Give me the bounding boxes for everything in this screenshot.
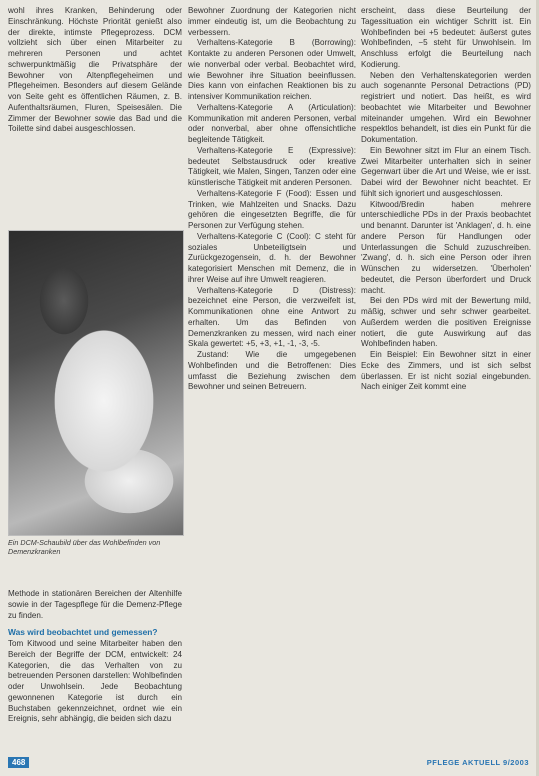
paragraph: Verhaltens-Kategorie C (Cool): C steht für soziales Unbeteiligtsein und Zurückgezogensein, d. h. der Bewohner kategorisiert Menschen mit Demenz, die in ihrer Weise auf ihre Umwelt reagieren.: [188, 231, 356, 284]
paragraph: Verhaltens-Kategorie A (Articulation): Kommunikation mit anderen Personen, verbal oder nonverbal, aber ohne offensichtliche begleitende Tätigkeit.: [188, 102, 356, 144]
magazine-footer: PFLEGE AKTUELL 9/2003: [426, 758, 529, 767]
paragraph: Verhaltens-Kategorie D (Distress): bezeichnet eine Person, die verzweifelt ist, Kommunikationen ohne eine Antwort zu erhalten. Um das Befinden von Demenzkranken zu messen, wird nach einer Skala gewertet: +5, +3, +1, -1, -3, -5.: [188, 285, 356, 349]
paragraph: Ein Beispiel: Ein Bewohner sitzt in einer Ecke des Zimmers, und ist sich selbst überlassen. Er ist nicht sozial eingebunden. Nach einiger Zeit kommt eine: [361, 350, 531, 392]
paragraph: Verhaltens-Kategorie E (Expressive): bedeutet Selbstausdruck oder kreative Tätigkeit, wie Malen, Singen, Tanzen oder eine künstlerische Tätigkeit mit anderen Personen.: [188, 145, 356, 187]
paragraph: Verhaltens-Kategorie B (Borrowing): Kontakte zu anderen Personen oder Umwelt, wie nonverbal oder verbal. Beobachtet wird, wie Bewohner ihre Situation beeinflussen. Dies kann von einfachen Reaktionen bis zu intensiver Kommunikation reichen.: [188, 38, 356, 101]
photo-caption: Ein DCM-Schaubild über das Wohlbefinden von Demenzkranken: [8, 538, 161, 556]
paragraph: Tom Kitwood und seine Mitarbeiter haben den Bereich der Begriffe der DCM, entwickelt: 24 Kategorien, die das Verhalten von zu betreuenden Personen darstellen: Wohlbefinden oder Unwohlsein. Jede Beobachtung gewonnenen Kategorie ist durch ein Buchstaben gekennzeichnet, ordnet wie ein Ereignis, sehr abhängig, die beiden sich dazu: [8, 639, 182, 724]
paragraph: Kitwood/Bredin haben mehrere unterschiedliche PDs in der Praxis beobachtet und benannt. Darunter ist 'Anklagen', d. h. eine andere Person für Handlungen oder Unterlassungen die Schuld zuzuschreiben. 'Zwang', d. h. sich eine Person oder ihren Wünschen zu widersetzen. 'Überholen' bedeutet, die Person überfordert und Druck macht.: [361, 199, 531, 295]
paragraph: Bewohner Zuordnung der Kategorien nicht immer eindeutig ist, um die Beobachtung zu verbessern.: [188, 6, 356, 37]
column-3: [361, 6, 531, 758]
paragraph: wohl ihres Kranken, Behinderung oder Einschränkung. Höchste Priorität genießt also der direkte, intimste Pflegeprozess. DCM vollzieht sich über einen Mitarbeiter zu mehreren Personen und achtet schwerpunktmäßig die Privatsphäre der Bewohner von Altenpflegeheimen und Pflegeheimen. Besonders auf diesem Gelände von Seite geht es öffentlichen Räumen, z. B. Aufenthaltsräumen, Fluren, Speisesälen. Die Zimmer der Bewohner sowie das Bad und die Toilette sind dabei ausgeschlossen.: [8, 6, 182, 134]
paragraph: erscheint, dass diese Beurteilung der Tagessituation ein wichtiger Schritt ist. Ein Wohlbefinden bei +5 bedeutet: äußerst gutes Wohlbefinden, −5 steht für Unwohlsein. Im Anschluss erfolgt die Beurteilung nach Kodierung.: [361, 6, 531, 69]
page-number: 468: [8, 757, 29, 768]
column-2: [188, 6, 356, 758]
column-1-top: [8, 6, 182, 228]
paragraph: Verhaltens-Kategorie F (Food): Essen und Trinken, wie Mahlzeiten und Snacks. Dazu gehören die eingesetzten Begriffe, die für Personen zur Verfügung stehen.: [188, 188, 356, 230]
paragraph: Zustand: Wie die umgegebenen Wohlbefinden und die Betroffenen: Dies umfasst die Beziehung zwischen dem Bewohner und seinen Betreuern.: [188, 350, 356, 392]
section-heading: Was wird beobachtet und gemessen?: [8, 627, 158, 638]
paragraph: Ein Bewohner sitzt im Flur an einem Tisch. Zwei Mitarbeiter unterhalten sich in seiner Gegenwart über die Art und Weise, wie er isst. Dabei wird der Bewohner nicht beachtet. Er fühlt sich ignoriert und ausgeschlossen.: [361, 145, 531, 198]
photo-caregiver: [8, 230, 184, 536]
column-1-bottom: [8, 589, 182, 749]
paragraph: Methode in stationären Bereichen der Altenhilfe sowie in der Tagespflege für die Demenz-Pflege zu finden.: [8, 589, 182, 620]
paragraph: Neben den Verhaltenskategorien werden auch sogenannte Personal Detractions (PD) registriert und notiert. Das heißt, es wird beobachtet wie Mitarbeiter und Bewohner miteinander umgehen. Wird ein Bewohner respektlos behandelt, ist dies ein Punkt für die Dokumentation.: [361, 70, 531, 144]
paragraph: Bei den PDs wird mit der Bewertung mild, mäßig, schwer und sehr schwer gearbeitet. Außerdem werden die positiven Ereignisse notiert, die gute Auswirkung auf das Wohlbefinden haben.: [361, 296, 531, 349]
